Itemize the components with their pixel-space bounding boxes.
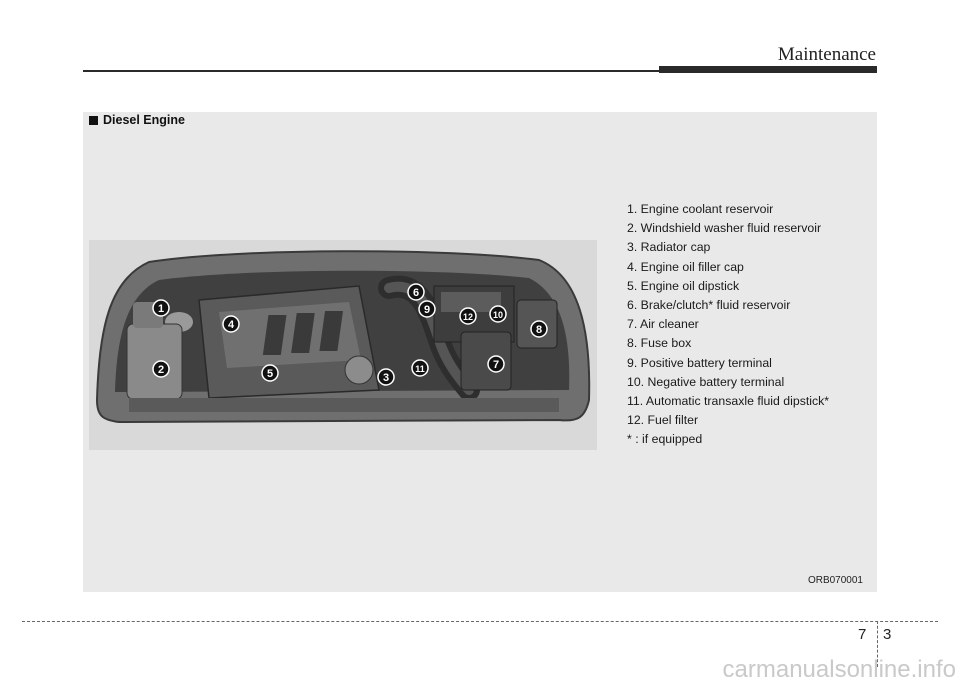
svg-text:11: 11 [415, 364, 425, 374]
callout-8 [531, 321, 547, 337]
legend-item: 4. Engine oil filler cap [627, 259, 744, 274]
svg-text:8: 8 [535, 324, 543, 336]
image-code: ORB070001 [807, 575, 863, 586]
svg-text:5: 5 [266, 368, 274, 380]
footer-divider [22, 621, 938, 622]
header-rule-thick [659, 66, 877, 73]
figure-heading-text: Diesel Engine [103, 113, 185, 127]
figure-panel [83, 112, 877, 592]
engine-bay-illustration [89, 240, 597, 450]
svg-text:3: 3 [382, 372, 390, 384]
callout-5 [262, 365, 278, 381]
header-rule-thin [83, 70, 661, 72]
svg-text:7: 7 [492, 359, 500, 371]
callout-2 [153, 361, 169, 377]
callout-4 [223, 316, 239, 332]
legend-item: 9. Positive battery terminal [627, 355, 772, 370]
legend-item: 6. Brake/clutch* fluid reservoir [627, 297, 791, 312]
callout-12 [460, 308, 476, 324]
legend-item: 12. Fuel filter [627, 413, 699, 428]
square-bullet-icon [89, 116, 98, 125]
svg-text:1: 1 [157, 303, 165, 315]
page-number: 3 [883, 626, 892, 643]
watermark: carmanualsonline.info [722, 656, 956, 683]
callout-7 [488, 356, 504, 372]
legend-item: 2. Windshield washer fluid reservoir [627, 221, 822, 236]
svg-text:10: 10 [492, 310, 504, 320]
chapter-number: 7 [858, 626, 867, 643]
header-section-title: Maintenance [777, 44, 876, 65]
svg-text:2: 2 [157, 364, 165, 376]
legend-item: 11. Automatic transaxle fluid dipstick* [627, 393, 830, 408]
legend-footnote: * : if equipped [627, 432, 703, 447]
svg-text:6: 6 [412, 287, 420, 299]
legend-item: 1. Engine coolant reservoir [627, 202, 774, 216]
svg-text:4: 4 [227, 319, 235, 331]
legend-item: 7. Air cleaner [627, 317, 699, 332]
svg-text:12: 12 [462, 312, 474, 322]
legend-item: 8. Fuse box [627, 336, 692, 351]
callout-10 [490, 306, 506, 322]
callout-6 [408, 284, 424, 300]
callout-9 [419, 301, 435, 317]
figure-heading [89, 113, 185, 127]
callout-1 [153, 300, 169, 316]
legend-item: 3. Radiator cap [627, 240, 711, 255]
callout-3 [378, 369, 394, 385]
svg-text:9: 9 [423, 304, 431, 316]
callout-11 [412, 360, 428, 376]
component-legend [627, 200, 829, 449]
legend-item: 5. Engine oil dipstick [627, 278, 740, 293]
legend-item: 10. Negative battery terminal [627, 374, 785, 389]
